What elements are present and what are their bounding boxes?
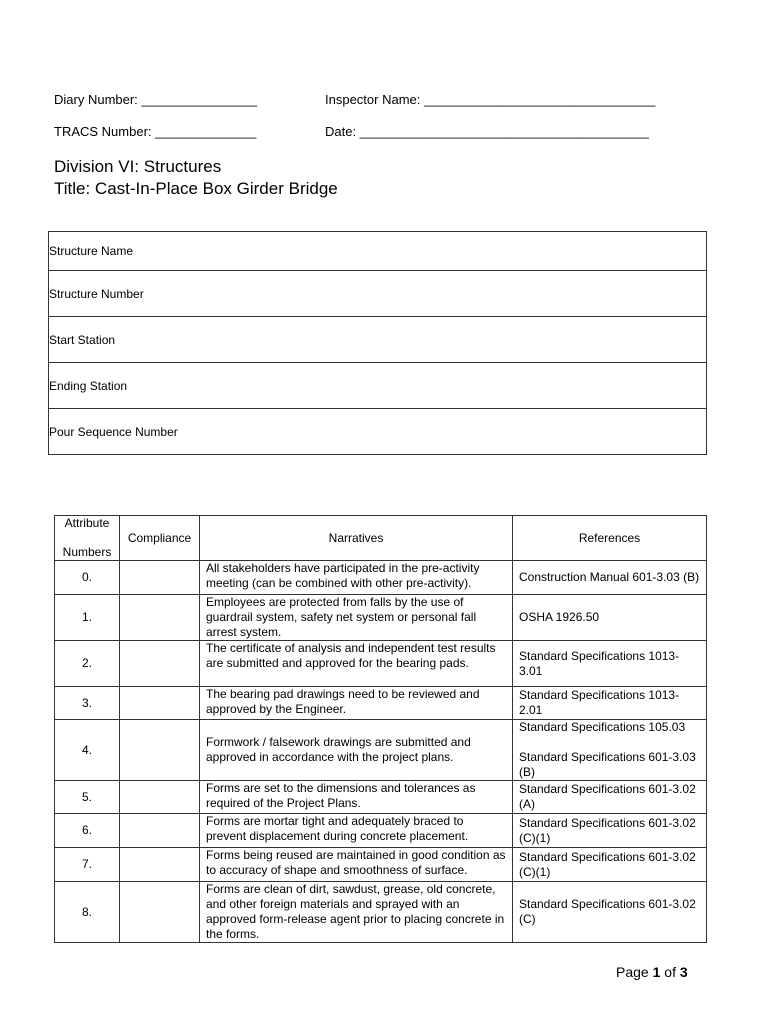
attribute-numbers-header: Attribute Numbers [55, 516, 120, 561]
attribute-number: 7. [55, 848, 120, 882]
reference-cell: Standard Specifications 601-3.02 (C) [513, 882, 707, 943]
narrative-cell: Forms being reused are maintained in good condition as to accuracy of shape and smoothness of surface. [200, 848, 513, 882]
table-row [55, 687, 707, 720]
division-heading: Division VI: Structures [54, 157, 222, 176]
table-row [55, 814, 707, 848]
current-page-number: 1 [652, 964, 661, 980]
attribute-number: 3. [55, 687, 120, 720]
compliance-cell[interactable] [120, 720, 200, 781]
reference-cell: Standard Specifications 1013-3.01 [513, 641, 707, 687]
attribute-number: 5. [55, 781, 120, 814]
table-row [55, 641, 707, 687]
table-row [55, 882, 707, 943]
compliance-cell[interactable] [120, 882, 200, 943]
narrative-cell: All stakeholders have participated in the pre-activity meeting (can be combined with other pre-activity). [200, 561, 513, 595]
compliance-cell[interactable] [120, 641, 200, 687]
compliance-cell[interactable] [120, 814, 200, 848]
narrative-cell: Formwork / falsework drawings are submitted and approved in accordance with the project plans. [200, 720, 513, 781]
attribute-number: 6. [55, 814, 120, 848]
tracs-number-field: TRACS Number: ______________ [54, 124, 257, 139]
narrative-cell: Forms are set to the dimensions and tolerances as required of the Project Plans. [200, 781, 513, 814]
info-field-start-station[interactable]: Start Station [49, 317, 707, 363]
reference-cell: Standard Specifications 105.03 Standard Specifications 601-3.03 (B) [513, 720, 707, 781]
reference-cell: Standard Specifications 601-3.02 (C)(1) [513, 848, 707, 882]
page-word: Page [616, 964, 649, 980]
info-field-ending-station[interactable]: Ending Station [49, 363, 707, 409]
narrative-cell: Employees are protected from falls by the use of guardrail system, safety net system or personal fall arrest system. [200, 595, 513, 641]
info-field-pour-sequence-number[interactable]: Pour Sequence Number [49, 409, 707, 455]
info-field-structure-number[interactable]: Structure Number [49, 271, 707, 317]
reference-cell: Standard Specifications 1013-2.01 [513, 687, 707, 720]
attribute-number: 4. [55, 720, 120, 781]
references-header: References [513, 516, 707, 561]
narrative-cell: The bearing pad drawings need to be reviewed and approved by the Engineer. [200, 687, 513, 720]
attribute-number: 2. [55, 641, 120, 687]
compliance-cell[interactable] [120, 687, 200, 720]
narratives-header: Narratives [200, 516, 513, 561]
total-pages-number: 3 [679, 964, 688, 980]
attribute-number: 0. [55, 561, 120, 595]
of-word: of [664, 964, 676, 980]
table-row [55, 848, 707, 882]
compliance-cell[interactable] [120, 561, 200, 595]
table-row [55, 595, 707, 641]
reference-cell: Construction Manual 601-3.03 (B) [513, 561, 707, 595]
info-field-structure-name[interactable]: Structure Name [49, 232, 707, 271]
date-field: Date: ________________________________________ [325, 124, 649, 139]
compliance-header: Compliance [120, 516, 200, 561]
page-indicator [616, 964, 688, 980]
table-row [55, 781, 707, 814]
attribute-number: 8. [55, 882, 120, 943]
table-row [55, 720, 707, 781]
reference-cell: Standard Specifications 601-3.02 (C)(1) [513, 814, 707, 848]
document-title: Title: Cast-In-Place Box Girder Bridge [54, 179, 338, 198]
compliance-cell[interactable] [120, 781, 200, 814]
compliance-cell[interactable] [120, 595, 200, 641]
table-row [55, 561, 707, 595]
table-header-row [55, 516, 707, 561]
structure-info-table [48, 231, 707, 455]
narrative-cell: The certificate of analysis and independent test results are submitted and approved for the bearing pads. [200, 641, 513, 687]
compliance-cell[interactable] [120, 848, 200, 882]
attributes-table [54, 515, 707, 943]
reference-cell: Standard Specifications 601-3.02 (A) [513, 781, 707, 814]
inspector-name-field: Inspector Name: ________________________________ [325, 92, 656, 107]
reference-cell: OSHA 1926.50 [513, 595, 707, 641]
diary-number-field: Diary Number: ________________ [54, 92, 258, 107]
attribute-number: 1. [55, 595, 120, 641]
narrative-cell: Forms are mortar tight and adequately braced to prevent displacement during concrete placement. [200, 814, 513, 848]
narrative-cell: Forms are clean of dirt, sawdust, grease, old concrete, and other foreign materials and sprayed with an approved form-release agent prior to placing concrete in the forms. [200, 882, 513, 943]
